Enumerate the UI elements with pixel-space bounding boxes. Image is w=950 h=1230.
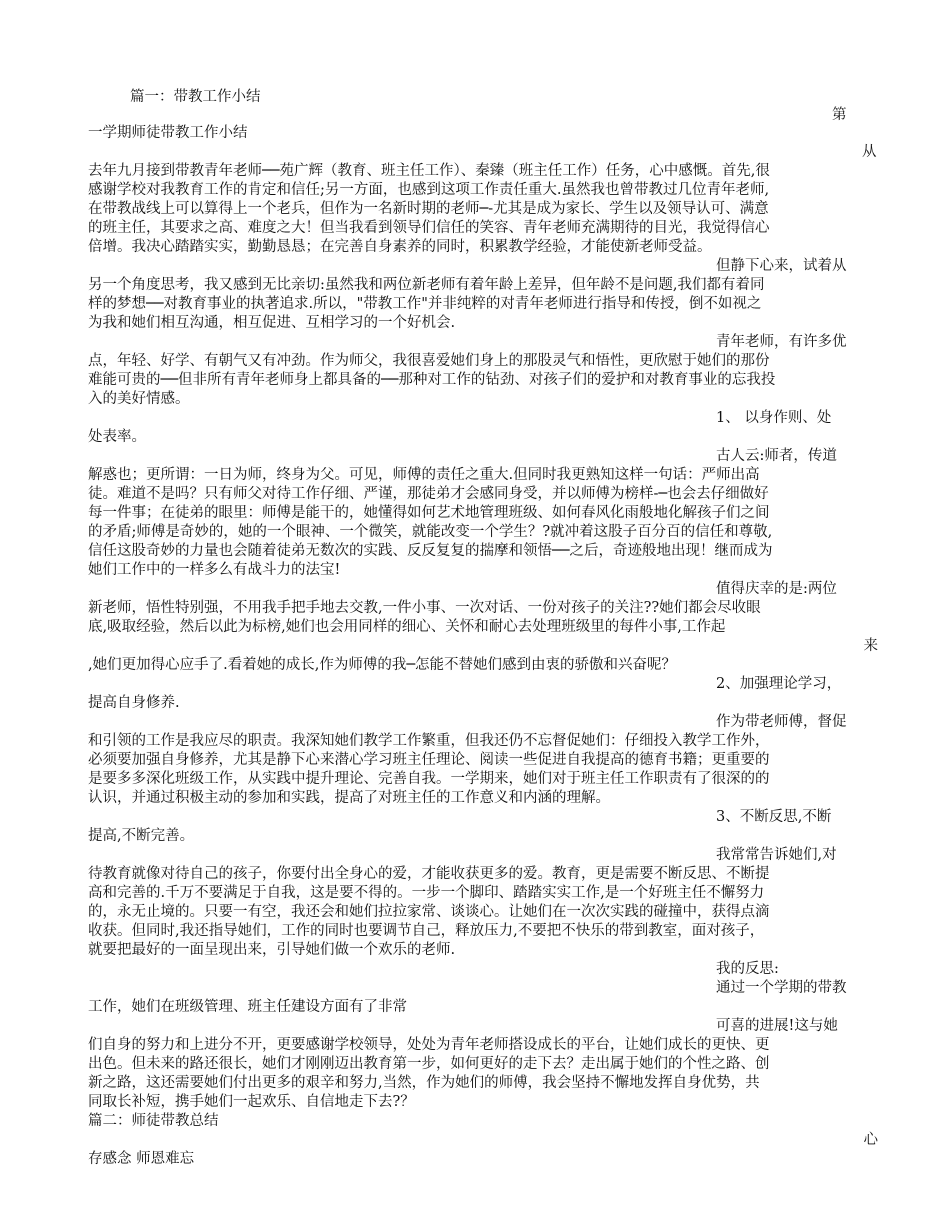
numbered-heading-1: 1、 以身作则、处: [716, 410, 832, 426]
indented-line: 古人云:师者，传道: [716, 448, 837, 464]
paragraph-line: 提高自身修养.: [88, 695, 180, 711]
paragraph-line: 新老师，悟性特别强，不用我手把手地去交教,一件小事、一次对话、一份对孩子的关注??她们都会尽收眼: [88, 600, 761, 616]
text-fragment: 心: [863, 1132, 878, 1148]
paragraph-line: 们自身的努力和上进分不开，更要感谢学校领导，处处为青年老师搭设成长的平台，让她们成长的更快、更: [88, 1037, 770, 1053]
paragraph-line: 同取长补短，携手她们一起欢乐、自信地走下去?？: [88, 1094, 415, 1110]
paragraph-line: 工作，她们在班级管理、班主任建设方面有了非常: [88, 999, 407, 1015]
paragraph-line: 底,吸取经验，然后以此为标榜,她们也会用同样的细心、关怀和耐心去处理班级里的每件小事,工作起: [88, 619, 726, 635]
indented-line: 但静下心来，试着从: [716, 258, 847, 274]
paragraph-line: 她们工作中的一样多么有战斗力的法宝!: [88, 562, 341, 578]
indented-line: 通过一个学期的带教: [716, 980, 847, 996]
body-text: [88, 162, 878, 1169]
document-title: 一学期师徒带教工作小结: [88, 125, 248, 141]
paragraph-line: 感谢学校对我教育工作的肯定和信任;另一方面，也感到这项工作责任重大.虽然我也曾带教过几位青年老师,: [88, 182, 770, 198]
paragraph-line: 去年九月接到带教青年老师──苑广辉（教育、班主任工作）、秦臻（班主任工作）任务，心中感慨。首先,很: [88, 163, 770, 179]
numbered-heading-2: 2、加强理论学习，: [716, 676, 842, 692]
paragraph-line: 必须要加强自身修养，尤其是静下心来潜心学习班主任理论、阅读一些促进自我提高的德育书籍；更重要的: [88, 752, 770, 768]
indented-line: 青年老师，有许多优: [716, 334, 847, 350]
paragraph-line: 每一件事；在徒弟的眼里：师傅是能干的，她懂得如何艺术地管理班级、如何春风化雨般地化解孩子们之间: [88, 505, 770, 521]
paragraph-line: ,她们更加得心应手了.看着她的成长,作为师傅的我─怎能不替她们感到由衷的骄傲和兴奋呢？: [88, 657, 677, 673]
paragraph-line: 难能可贵的──但非所有青年老师身上都具备的──那种对工作的钻劲、对孩子们的爱护和对教育事业的忘我投: [88, 372, 776, 388]
paragraph-line: 另一个角度思考，我又感到无比亲切:虽然我和两位新老师有着年龄上差异，但年龄不是问题,我们都有着同: [88, 277, 765, 293]
paragraph-line: 入的美好情感。: [88, 391, 190, 407]
paragraph-line: 出色。但未来的路还很长，她们才刚刚迈出教育第一步，如何更好的走下去？走出属于她们的个性之路、创: [88, 1056, 770, 1072]
paragraph-line: 就要把最好的一面呈现出来，引导她们做一个欢乐的老师.: [88, 942, 456, 958]
text-fragment: 第: [832, 107, 847, 123]
paragraph-line: 倍增。我决心踏踏实实，勤勤恳恳；在完善自身素养的同时，积累教学经验，才能使新老师受益。: [88, 239, 712, 255]
indented-line: 我常常告诉她们,对: [716, 847, 837, 863]
paragraph-line: 处表率。: [88, 429, 146, 445]
subtitle-line: 存感念 师恩难忘: [88, 1151, 195, 1167]
paragraph-line: 的班主任，其要求之高、难度之大！但当我看到领导们信任的笑容、青年老师充满期待的目光，我觉得信心: [88, 220, 770, 236]
indented-line: 可喜的进展!这与她: [716, 1018, 838, 1034]
paragraph-line: 信任这股奇妙的力量也会随着徒弟无数次的实践、反反复复的揣摩和领悟──之后，奇迹般地出现！继而成为: [88, 543, 773, 559]
paragraph-line: 的，永无止境的。只要一有空，我还会和她们拉拉家常、谈谈心。让她们在一次次实践的碰撞中，获得点滴: [88, 904, 770, 920]
section-heading-1: 篇一：带教工作小结: [130, 89, 261, 105]
paragraph-line: 提高,不断完善。: [88, 828, 195, 844]
paragraph-line: 收获。但同时,我还指导她们，工作的同时也要调节自己，释放压力,不要把不快乐的带到教室，面对孩子，: [88, 923, 765, 939]
paragraph-line: 待教育就像对待自己的孩子，你要付出全身心的爱，才能收获更多的爱。教育，更是需要不断反思、不断提: [88, 866, 770, 882]
paragraph-line: 的矛盾;师傅是奇妙的，她的一个眼神、一个微笑，就能改变一个学生？?就冲着这股子百分百的信任和尊敬,: [88, 524, 773, 540]
paragraph-line: 为我和她们相互沟通，相互促进、互相学习的一个好机会.: [88, 315, 456, 331]
text-fragment: 从: [862, 144, 877, 160]
indented-line: 值得庆幸的是:两位: [716, 581, 837, 597]
numbered-heading-3: 3、不断反思,不断: [716, 809, 832, 825]
paragraph-line: 高和完善的.千万不要满足于自我，这是要不得的。一步一个脚印、踏踏实实工作,是一个好班主任不懈努力: [88, 885, 765, 901]
section-heading-2: 篇二：师徒带教总结: [88, 1113, 219, 1129]
paragraph-line: 徒。难道不是吗？只有师父对待工作仔细、严谨，那徒弟才会感同身受，并以师傅为榜样-─也会去仔细做好: [88, 486, 769, 502]
indented-line: 作为带老师傅，督促: [716, 714, 847, 730]
indented-line: 我的反思:: [716, 961, 779, 977]
paragraph-line: 和引领的工作是我应尽的职责。我深知她们教学工作繁重，但我还仍不忘督促她们：仔细投入教学工作外，: [88, 733, 770, 749]
paragraph-line: 认识，并通过积极主动的参加和实践，提高了对班主任的工作意义和内涵的理解。: [88, 790, 610, 806]
paragraph-line: 是要多多深化班级工作，从实践中提升理论、完善自我。一学期来，她们对于班主任工作职责有了很深的的: [88, 771, 770, 787]
paragraph-line: 点，年轻、好学、有朝气又有冲劲。作为师父，我很喜爱她们身上的那股灵气和悟性，更欣慰于她们的那份: [88, 353, 770, 369]
paragraph-line: 新之路，这还需要她们付出更多的艰辛和努力,当然，作为她们的师傅，我会坚持不懈地发挥自身优势，共: [88, 1075, 760, 1091]
paragraph-line: 解惑也；更所谓：一日为师，终身为父。可见，师傅的责任之重大.但同时我更熟知这样一句话：严师出高: [88, 467, 760, 483]
text-fragment: 来: [863, 638, 878, 654]
paragraph-line: 在带教战线上可以算得上一个老兵，但作为一名新时期的老师─-尤其是成为家长、学生以及领导认可、满意: [88, 201, 769, 217]
paragraph-line: 样的梦想──对教育事业的执著追求.所以，"带教工作"并非纯粹的对青年老师进行指导和传授，倒不如视之: [88, 296, 762, 312]
